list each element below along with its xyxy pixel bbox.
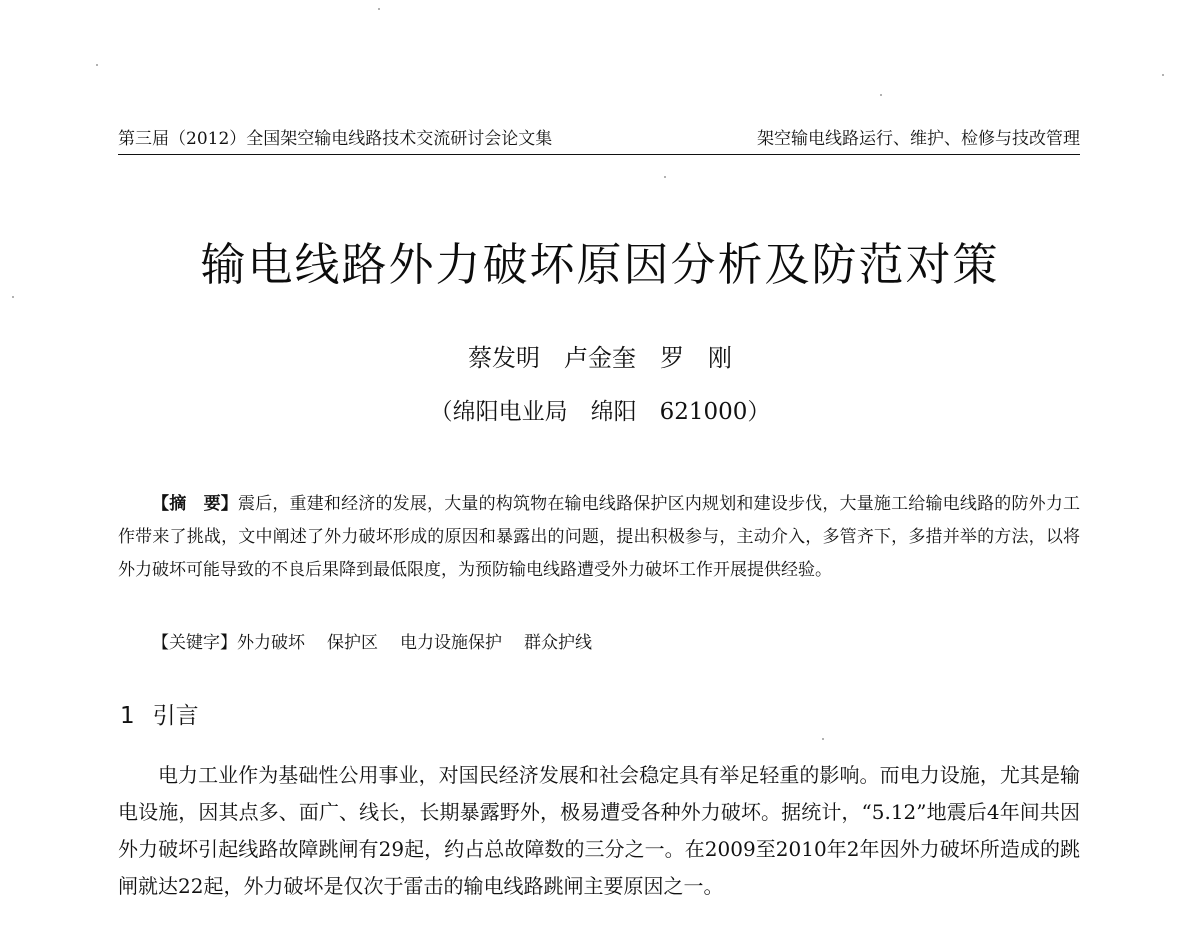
running-header	[118, 124, 1080, 155]
keywords-label: 【关键字】	[152, 633, 237, 653]
section-number: 1	[120, 703, 135, 729]
keyword: 群众护线	[524, 633, 592, 653]
scan-speck	[1162, 74, 1164, 76]
proceedings-title: 第三届（2012）全国架空输电线路技术交流研讨会论文集	[118, 129, 553, 149]
authors: 蔡发明 卢金奎 罗 刚	[468, 344, 732, 372]
keyword: 保护区	[327, 633, 378, 653]
section-category: 架空输电线路运行、维护、检修与技改管理	[757, 129, 1080, 149]
scan-speck	[378, 8, 380, 10]
scan-speck	[664, 176, 666, 178]
abstract	[118, 488, 1080, 587]
scan-speck	[12, 296, 14, 298]
section-heading	[120, 697, 199, 730]
abstract-text: 震后，重建和经济的发展，大量的构筑物在输电线路保护区内规划和建设步伐，大量施工给输电线路的防外力工作带来了挑战，文中阐述了外力破坏形成的原因和暴露出的问题，提出积极参与，主动介入，多管齐下，多措并举的方法，以将外力破坏可能导致的不良后果降到最低限度，为预防输电线路遭受外力破坏工作开展提供经验。	[118, 494, 1081, 580]
scan-speck	[96, 64, 98, 66]
section-title: 引言	[152, 703, 199, 729]
keyword: 电力设施保护	[400, 633, 502, 653]
abstract-label: 【摘 要】	[152, 494, 238, 514]
scan-speck	[880, 94, 882, 96]
affiliation: （绵阳电业局 绵阳 621000）	[429, 399, 771, 425]
scan-speck	[822, 738, 824, 740]
paper-title: 输电线路外力破坏原因分析及防范对策	[200, 238, 1000, 291]
keyword: 外力破坏	[237, 633, 305, 653]
body-paragraph: 电力工业作为基础性公用事业，对国民经济发展和社会稳定具有举足轻重的影响。而电力设施，尤其是输电设施，因其点多、面广、线长，长期暴露野外，极易遭受各种外力破坏。据统计，“5.12”地震后4年间共因外力破坏引起线路故障跳闸有29起，约占总故障数的三分之一。在2009至2010年2年因外力破坏所造成的跳闸就达22起，外力破坏是仅次于雷击的输电线路跳闸主要原因之一。	[118, 763, 1080, 898]
keywords	[118, 627, 1080, 660]
